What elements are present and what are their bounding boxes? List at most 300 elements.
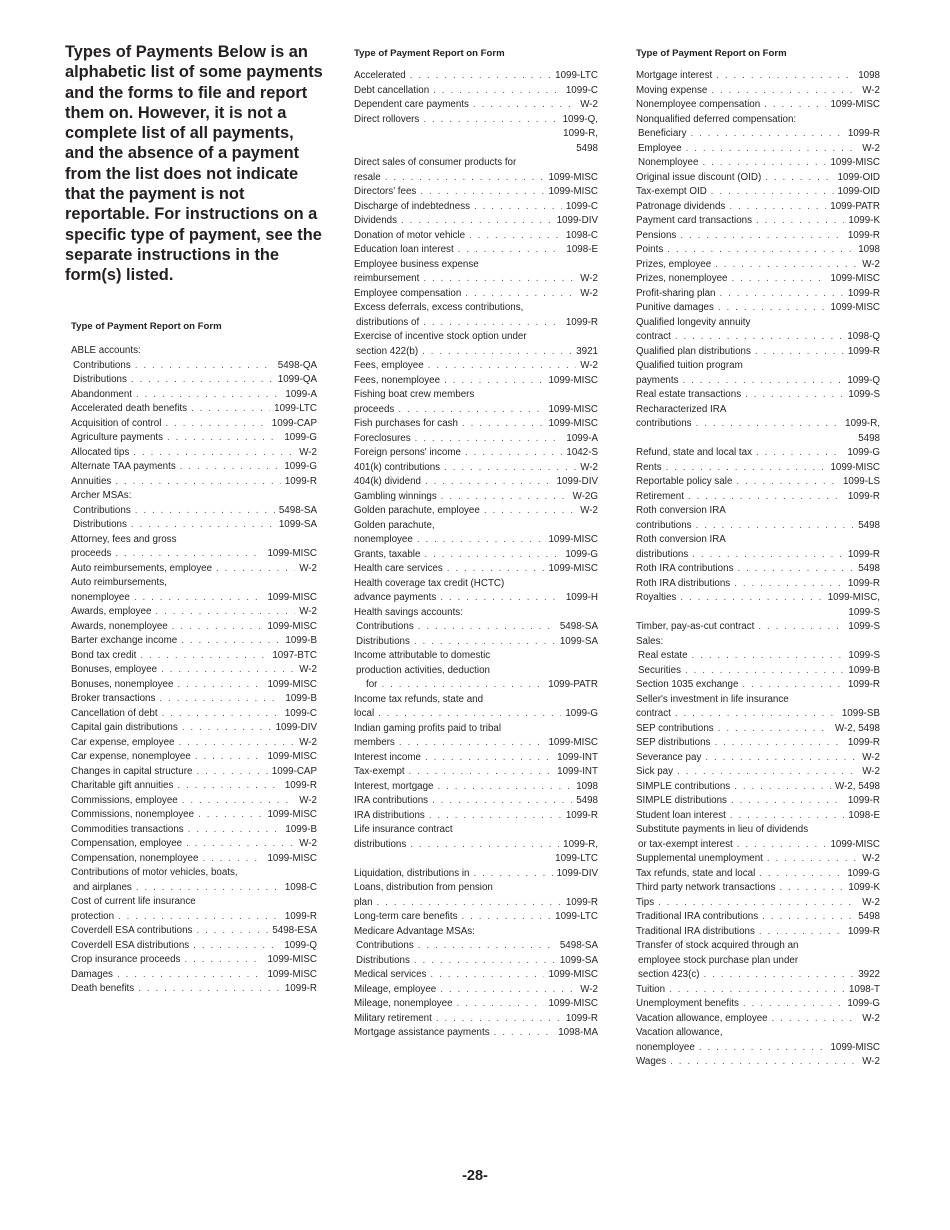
dot-leader	[726, 809, 845, 824]
payment-entry	[71, 518, 317, 533]
report-form: 1098	[576, 780, 598, 792]
report-form: 1099-H	[565, 592, 598, 603]
payment-type-label: Tax-exempt	[354, 766, 405, 777]
payment-entry	[354, 301, 598, 330]
payment-line	[71, 939, 317, 954]
report-form: W-2	[299, 838, 317, 849]
payment-line	[636, 1026, 880, 1041]
payment-entry	[354, 258, 598, 287]
dot-leader	[373, 896, 562, 911]
payment-entry	[354, 794, 598, 809]
report-form: 1099-Q,	[562, 113, 598, 125]
payment-type-label: Contributions of motor vehicles, boats,	[71, 867, 238, 878]
payment-type-label: Income attributable to domestic	[354, 650, 491, 661]
report-form: 1099-DIV	[556, 215, 598, 226]
dot-leader	[410, 954, 556, 969]
payment-type-label: Securities	[638, 664, 682, 676]
report-form: 5498-SA	[559, 621, 598, 632]
payment-line	[71, 736, 317, 751]
payment-type-label: Employee compensation	[354, 287, 462, 299]
payment-type-label: Auto reimbursements, employee	[71, 562, 213, 574]
payment-type-label: Awards, employee	[71, 606, 152, 617]
report-form: 1098-E	[566, 244, 598, 255]
report-form: 1099-MISC	[267, 591, 317, 603]
payment-type-label: Recharacterized IRA	[636, 403, 727, 415]
page-number: -28-	[462, 1168, 488, 1184]
payment-line	[636, 620, 880, 635]
dot-leader	[414, 620, 556, 635]
payment-entry	[71, 924, 317, 939]
payment-line	[636, 156, 880, 171]
dot-leader	[406, 69, 551, 84]
payment-type-label: Archer MSAs:	[71, 490, 132, 501]
payment-entry	[636, 649, 880, 664]
payment-line	[71, 460, 317, 475]
payment-entry	[636, 910, 880, 925]
payment-type-label: Prizes, employee	[636, 258, 712, 270]
report-form: 1099-R	[847, 345, 880, 357]
payment-line	[71, 605, 317, 620]
dot-leader	[733, 562, 854, 577]
payment-line	[636, 548, 880, 563]
dot-leader	[676, 229, 844, 244]
dot-leader	[665, 983, 845, 998]
payment-entry	[354, 939, 598, 954]
dot-leader	[710, 736, 843, 751]
payment-type-label: Bonuses, employee	[71, 664, 158, 675]
dot-leader	[192, 765, 267, 780]
payment-entry	[71, 794, 317, 809]
payment-line	[71, 707, 317, 722]
payment-type-label: Transfer of stock acquired through an	[636, 940, 799, 951]
report-form: 1099-R	[565, 809, 598, 821]
payment-entry	[354, 809, 598, 824]
report-form: 1098	[858, 70, 880, 81]
payment-type-label: plan	[354, 896, 373, 908]
payment-line	[636, 751, 880, 766]
report-form: W-2	[580, 287, 598, 299]
payment-entry	[636, 635, 880, 650]
report-form: W-2, 5498	[834, 722, 880, 734]
report-form: 5498-QA	[277, 359, 317, 371]
payment-type-label: Car expense, employee	[71, 736, 175, 748]
dot-leader	[730, 577, 844, 592]
payment-type-label: nonemployee	[71, 591, 130, 603]
payment-type-label: local	[354, 708, 375, 719]
dot-leader	[733, 838, 827, 853]
payment-entry	[71, 765, 317, 780]
payment-type-label: IRA contributions	[354, 795, 429, 806]
payment-entry	[636, 896, 880, 911]
payment-entry	[636, 388, 880, 403]
report-form: 5498-SA	[278, 504, 317, 516]
dot-leader	[131, 359, 274, 374]
payment-type-label: distributions	[636, 548, 689, 560]
payment-line	[71, 881, 317, 896]
dot-leader	[440, 374, 544, 389]
payment-type-label: distributions	[354, 838, 407, 850]
payment-entry	[354, 562, 598, 577]
payment-line	[636, 214, 880, 229]
dot-leader	[127, 518, 275, 533]
report-form: 1099-MISC	[267, 852, 317, 864]
payment-type-label: Compensation, employee	[71, 838, 183, 849]
payment-entry	[354, 185, 598, 200]
payment-line	[71, 852, 317, 867]
payment-line	[71, 968, 317, 983]
dot-leader	[671, 707, 838, 722]
dot-leader	[695, 1041, 827, 1056]
payment-type-label: Income tax refunds, state and	[354, 693, 484, 705]
dot-leader	[457, 910, 551, 925]
payment-line	[636, 475, 880, 490]
payment-entry	[636, 316, 880, 345]
payment-line	[636, 446, 880, 461]
payment-type-label: Prizes, nonemployee	[636, 273, 728, 284]
payment-entry	[636, 722, 880, 737]
payment-type-label: Compensation, nonemployee	[71, 852, 199, 864]
report-form: 1099-MISC	[830, 838, 880, 850]
dot-leader	[419, 272, 576, 287]
payment-type-label: Qualified longevity annuity	[636, 316, 751, 328]
dot-leader	[470, 200, 562, 215]
payment-entry	[71, 649, 317, 664]
payment-type-label: Allocated tips	[71, 446, 130, 458]
payment-type-label: Bonuses, nonemployee	[71, 678, 174, 690]
payment-entry	[636, 403, 880, 447]
payment-line	[354, 751, 598, 766]
payment-entry	[71, 663, 317, 678]
payment-type-label: Dividends	[354, 215, 398, 226]
report-form: 5498-SA	[559, 940, 598, 951]
payment-entry	[636, 983, 880, 998]
payment-entry	[636, 142, 880, 157]
dot-leader	[684, 490, 844, 505]
payment-type-label: Agriculture payments	[71, 432, 164, 443]
report-form: W-2	[862, 84, 880, 96]
payment-type-label: advance payments	[354, 592, 437, 603]
payment-entry	[636, 446, 880, 461]
report-form: 1099-R,	[845, 418, 880, 429]
dot-leader	[194, 808, 263, 823]
payment-entry	[71, 982, 317, 997]
payment-entry	[636, 287, 880, 302]
payment-line	[636, 707, 880, 722]
payment-entry	[354, 417, 598, 432]
dot-leader	[480, 504, 576, 519]
report-form: 1099-MISC	[830, 461, 880, 473]
dot-leader	[443, 562, 545, 577]
dot-leader	[752, 214, 844, 229]
payment-type-label: Liquidation, distributions in	[354, 867, 470, 879]
report-form: W-2	[299, 664, 317, 675]
report-form: 1099-MISC	[548, 171, 598, 183]
report-form: 1099-SA	[278, 519, 317, 530]
payment-entry	[354, 925, 598, 940]
dot-leader	[173, 678, 263, 693]
payment-entry	[636, 200, 880, 215]
dot-leader	[151, 605, 295, 620]
report-form: 1099-QA	[277, 374, 317, 385]
payment-line	[354, 736, 598, 751]
payment-line	[71, 620, 317, 635]
payment-line	[71, 982, 317, 997]
report-form: 1099-G	[847, 998, 880, 1009]
dot-leader	[192, 924, 268, 939]
payment-line	[71, 359, 317, 374]
payment-line	[354, 519, 598, 534]
payment-type-label: Military retirement	[354, 1012, 432, 1024]
payment-line	[71, 808, 317, 823]
payment-entry	[636, 881, 880, 896]
payment-entry	[71, 852, 317, 867]
report-form: 1099-MISC	[548, 418, 598, 429]
payment-line	[71, 794, 317, 809]
payment-type-label: section 422(b)	[356, 345, 419, 357]
payment-type-label: contract	[636, 708, 671, 719]
payment-type-label: Annuities	[71, 475, 112, 487]
payment-line	[636, 765, 880, 780]
payment-line	[71, 431, 317, 446]
payment-type-label: Excess deferrals, excess contributions,	[354, 302, 524, 313]
report-form: 1099-B	[285, 635, 317, 646]
payment-line	[354, 388, 598, 403]
payment-entry	[354, 1026, 598, 1041]
payment-type-label: Qualified plan distributions	[636, 345, 751, 357]
dot-leader	[666, 1055, 858, 1070]
payment-entry	[354, 156, 598, 185]
report-form: 1099-PATR	[830, 200, 880, 212]
report-form: 1099-SA	[559, 954, 598, 966]
payment-type-label: Cost of current life insurance	[71, 896, 196, 907]
dot-leader	[419, 316, 562, 331]
payment-entry	[354, 287, 598, 302]
payment-type-label: Employee	[638, 142, 682, 154]
payment-entry	[71, 939, 317, 954]
payment-entry	[71, 779, 317, 794]
payment-line	[71, 910, 317, 925]
payment-entry	[71, 736, 317, 751]
payment-line	[71, 692, 317, 707]
payment-line	[636, 838, 880, 853]
report-form: 1099-R	[847, 229, 880, 241]
payment-type-label: 401(k) contributions	[354, 461, 441, 473]
payment-entry	[354, 693, 598, 722]
report-form: 1099-R	[847, 679, 880, 690]
payment-line	[636, 809, 880, 824]
payment-type-label: Damages	[71, 968, 113, 980]
dot-leader	[671, 330, 843, 345]
report-form: 5498	[576, 142, 598, 154]
column-header: Type of Payment Report on Form	[636, 48, 787, 59]
payment-line	[354, 185, 598, 200]
report-form: 1099-OID	[837, 171, 880, 183]
payment-entry	[354, 519, 598, 548]
report-form: 1098-Q	[847, 331, 880, 342]
payment-line	[636, 403, 880, 418]
report-form: 1099-K	[848, 882, 880, 893]
payment-entry	[354, 968, 598, 983]
report-form: 1099-DIV	[556, 867, 598, 879]
payment-type-label: Coverdell ESA contributions	[71, 925, 193, 936]
payment-line	[354, 606, 598, 621]
payment-entry	[71, 968, 317, 983]
payment-line	[354, 939, 598, 954]
report-form: 1099-C	[565, 200, 598, 212]
report-form: 5498-ESA	[272, 925, 317, 936]
dot-leader	[432, 1012, 562, 1027]
payment-line	[71, 533, 317, 548]
dot-leader	[168, 620, 264, 635]
payment-entry	[636, 577, 880, 592]
report-form: 1099-R	[847, 490, 880, 502]
dot-leader	[692, 417, 842, 432]
payment-entry	[636, 939, 880, 983]
report-form: 1099-C	[565, 84, 598, 96]
report-form: 1099-G	[565, 708, 598, 719]
payment-entry	[354, 548, 598, 563]
dot-leader	[395, 736, 545, 751]
payment-type-label: Interest income	[354, 751, 421, 763]
dot-leader	[212, 562, 295, 577]
payment-type-label: proceeds	[354, 403, 395, 415]
dot-leader	[701, 751, 858, 766]
dot-leader	[707, 84, 858, 99]
payment-type-label: distributions of	[356, 316, 420, 328]
report-form: 1099-R	[847, 548, 880, 560]
payment-type-label: Nonqualified deferred compensation:	[636, 113, 797, 125]
dot-leader	[158, 707, 281, 722]
payment-type-label: Fees, employee	[354, 360, 424, 371]
dot-leader	[758, 910, 854, 925]
payment-type-label: Long-term care benefits	[354, 911, 458, 922]
payment-type-label: Nonemployee compensation	[636, 99, 761, 110]
payment-line	[354, 258, 598, 273]
payment-type-label: Alternate TAA payments	[71, 461, 176, 472]
payment-type-label: Barter exchange income	[71, 635, 178, 646]
payment-type-label: Contributions	[356, 621, 414, 632]
report-form: 1099-G	[565, 548, 598, 560]
payment-entry	[71, 446, 317, 461]
report-form: 1099-DIV	[275, 722, 317, 733]
payment-type-label: Points	[636, 244, 664, 255]
payment-line	[71, 504, 317, 519]
payment-line	[636, 84, 880, 99]
dot-leader	[728, 272, 827, 287]
dot-leader	[184, 823, 282, 838]
dot-leader	[180, 953, 263, 968]
report-form: 1099-R	[284, 475, 317, 487]
payment-entry	[71, 692, 317, 707]
payment-type-label: Seller's investment in life insurance	[636, 693, 789, 705]
dot-leader	[711, 258, 858, 273]
payment-line	[71, 576, 317, 591]
payment-line	[636, 301, 880, 316]
payment-type-label: 404(k) dividend	[354, 476, 421, 487]
payment-line	[636, 229, 880, 244]
payment-line	[354, 722, 598, 737]
dot-leader	[429, 84, 562, 99]
payment-type-label: Grants, taxable	[354, 548, 421, 560]
payment-line	[354, 780, 598, 795]
payment-type-label: Vacation allowance, employee	[636, 1012, 768, 1024]
dot-leader	[686, 127, 843, 142]
payment-line	[354, 229, 598, 244]
payment-line	[354, 548, 598, 563]
dot-leader	[436, 591, 562, 606]
report-form: 1099-MISC	[267, 620, 317, 632]
payment-type-label: or tax-exempt interest	[638, 838, 733, 850]
dot-leader	[428, 794, 572, 809]
payment-type-label: Charitable gift annuities	[71, 780, 174, 791]
payment-line	[354, 69, 598, 84]
payment-line	[636, 185, 880, 200]
payment-line	[71, 489, 317, 504]
payment-entry	[636, 243, 880, 258]
payment-line	[636, 562, 880, 577]
payment-type-label: Mortgage interest	[636, 70, 713, 81]
payment-line	[354, 678, 598, 693]
dot-leader	[490, 1026, 555, 1041]
payment-entry	[354, 504, 598, 519]
report-form: 1099-R,	[563, 128, 598, 139]
dot-leader	[739, 997, 843, 1012]
payment-line	[354, 635, 598, 650]
report-form: 1099-INT	[557, 751, 598, 763]
dot-leader	[434, 780, 573, 795]
report-form: 5498	[858, 432, 880, 444]
payment-entry	[354, 374, 598, 389]
report-form: 1099-DIV	[556, 476, 598, 487]
dot-leader	[161, 417, 267, 432]
dot-leader	[421, 475, 553, 490]
payment-type-label: Gambling winnings	[354, 490, 437, 502]
report-form: 1098-MA	[558, 1027, 598, 1038]
report-form: 1099-MISC	[548, 563, 598, 574]
payment-line	[354, 867, 598, 882]
payment-entry	[354, 649, 598, 693]
payment-line	[636, 794, 880, 809]
payment-line	[354, 156, 598, 171]
payment-line	[71, 634, 317, 649]
dot-leader	[374, 707, 561, 722]
payment-line	[71, 837, 317, 852]
payment-list-2	[354, 69, 598, 1041]
payment-entry	[636, 69, 880, 84]
payment-entry	[636, 504, 880, 533]
payment-type-label: employee stock purchase plan under	[638, 954, 799, 966]
payment-line	[71, 402, 317, 417]
report-form: 1099-MISC	[548, 374, 598, 386]
payment-line	[636, 1041, 880, 1056]
payment-type-label: production activities, deduction	[356, 664, 490, 676]
dot-leader	[114, 910, 281, 925]
dot-leader	[662, 461, 827, 476]
payment-line	[636, 287, 880, 302]
dot-leader	[420, 548, 561, 563]
dot-leader	[725, 200, 826, 215]
payment-line	[71, 344, 317, 359]
payment-line	[636, 272, 880, 287]
dot-leader	[405, 765, 554, 780]
dot-leader	[440, 461, 576, 476]
payment-type-label: Commissions, nonemployee	[71, 809, 195, 820]
report-form: 1097-BTC	[272, 649, 317, 661]
report-form: 1099-MISC	[267, 954, 317, 965]
report-form: W-2	[580, 505, 598, 516]
payment-type-label: contract	[636, 331, 671, 342]
dot-leader	[418, 345, 572, 360]
